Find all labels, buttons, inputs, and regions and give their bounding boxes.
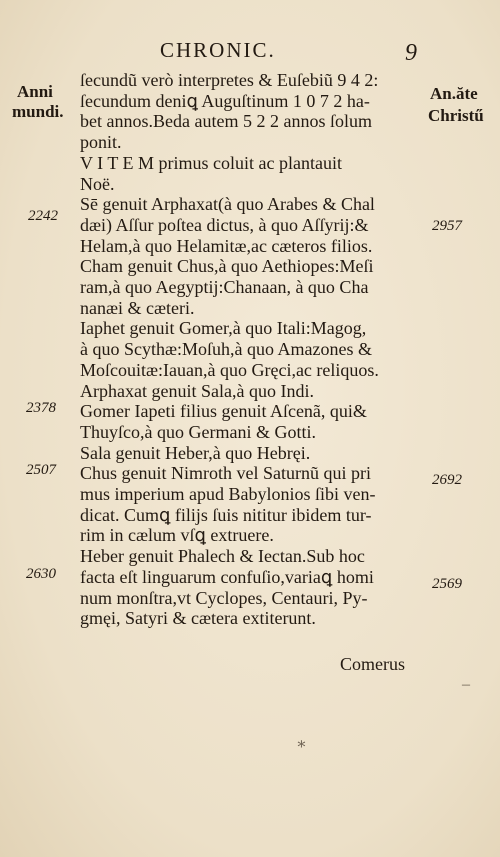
text-line: dicat. Cumꝗ filijs ſuis nititur ibidem tur-	[80, 504, 372, 525]
text-line: Iaphet genuit Gomer,à quo Itali:Magog,	[80, 318, 367, 339]
year-mundi-2507: 2507	[26, 462, 56, 478]
text-line: Sala genuit Heber,à quo Hebręi.	[80, 442, 311, 463]
ink-blot: ∗	[296, 736, 307, 753]
year-mundi-2378: 2378	[26, 400, 56, 416]
text-line: ſecundum deniꝗ Auguſtinum 1 0 7 2 ha-	[80, 90, 370, 111]
left-margin-label-mundi: mundi.	[12, 102, 64, 121]
text-line: à quo Scythæ:Moſuh,à quo Amazones &	[80, 339, 372, 360]
text-line: Cham genuit Chus,à quo Aethiopes:Meſi	[80, 256, 374, 277]
text-line: facta eſt linguarum confuſio,variaꝗ homi	[80, 566, 374, 587]
year-mundi-2242: 2242	[28, 208, 58, 224]
text-line: dæi) Aſſur poſtea dictus, à quo Aſſyrij:&	[80, 214, 369, 235]
right-margin-label-christum: Christű	[428, 106, 484, 125]
year-christ-2957: 2957	[432, 218, 462, 234]
text-line: Noë.	[80, 173, 115, 194]
text-line: mus imperium apud Babylonios ſibi ven-	[80, 484, 376, 505]
text-line: Arphaxat genuit Sala,à quo Indi.	[80, 380, 314, 401]
text-line: nanæi & cæteri.	[80, 297, 195, 318]
left-margin-label-anni: Anni	[17, 82, 53, 101]
text-line: ſecundũ verò interpretes & Euſebiũ 9 4 2:	[80, 70, 379, 90]
catchword: Comerus	[340, 654, 405, 674]
page-number: 9	[405, 40, 417, 66]
running-head: CHRONIC.	[160, 38, 276, 62]
text-line: Sē genuit Arphaxat(à quo Arabes & Chal	[80, 194, 375, 215]
year-christ-2692: 2692	[432, 472, 462, 488]
text-line: bet annos.Beda autem 5 2 2 annos ſolum	[80, 111, 372, 132]
text-line: rim in cælum vſꝗ extruere.	[80, 525, 274, 546]
text-line: Chus genuit Nimroth vel Saturnũ qui pri	[80, 463, 371, 484]
text-line: ponit.	[80, 132, 122, 153]
year-christ-2569: 2569	[432, 576, 462, 592]
text-line: ram,à quo Aegyptij:Chanaan, à quo Cha	[80, 277, 369, 298]
text-line: Moſcouitæ:Iauan,à quo Gręci,ac reliquos.	[80, 359, 379, 380]
chronicle-body-text	[80, 70, 425, 629]
text-line: num monſtra,vt Cyclopes, Centauri, Py-	[80, 587, 368, 608]
right-margin-label-ante: An.ăte	[430, 84, 478, 103]
text-line: Helam,à quo Helamitæ,ac cæteros filios.	[80, 235, 373, 256]
text-line: Thuyſco,à quo Germani & Gotti.	[80, 421, 316, 442]
year-mundi-2630: 2630	[26, 566, 56, 582]
text-line: Gomer Iapeti filius genuit Aſcenã, qui&	[80, 401, 367, 422]
text-line: Heber genuit Phalech & Iectan.Sub hoc	[80, 546, 365, 567]
ink-mark: –	[462, 676, 470, 693]
text-line: gmęi, Satyri & cætera extiterunt.	[80, 608, 316, 629]
text-line: V I T E M primus coluit ac plantauit	[80, 152, 342, 173]
